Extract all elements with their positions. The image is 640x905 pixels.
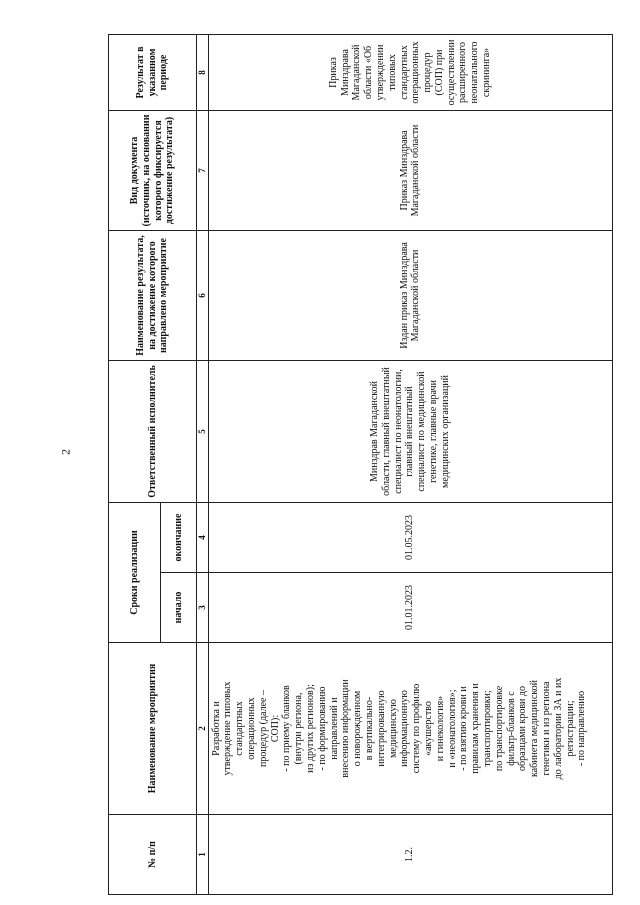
end-date: 01.05.2023 [208, 502, 612, 572]
column-number: 5 [197, 360, 209, 502]
header-event-name: Наименование мероприятия [109, 643, 197, 815]
start-date: 01.01.2023 [208, 573, 612, 643]
header-document-type: Вид документа (источник, на основании которого фиксируется достижение результата) [109, 110, 197, 230]
header-responsible: Ответственный исполнитель [109, 360, 197, 502]
header-row [109, 34, 161, 894]
column-number-row [197, 34, 209, 894]
column-number: 4 [197, 502, 209, 572]
header-number: № п/п [109, 815, 197, 895]
column-number: 3 [197, 573, 209, 643]
column-number: 2 [197, 643, 209, 815]
activities-table [108, 34, 613, 895]
page-number: 2 [58, 449, 73, 455]
column-number: 1 [197, 815, 209, 895]
result-name: Издан приказ Минздрава Магаданской области [208, 230, 612, 360]
table-row [208, 34, 612, 894]
header-dates-group: Сроки реализации [109, 502, 161, 642]
column-number: 7 [197, 110, 209, 230]
column-number: 6 [197, 230, 209, 360]
period-result: Приказ Минздрава Магаданской области «Об утверждении типовых стандартных операционных процедур (СОП) при осуществлении расширенного неонатального скрининга» [208, 34, 612, 110]
header-end: окончание [161, 502, 197, 572]
column-number: 8 [197, 34, 209, 110]
responsible-executor: Минздрав Магаданской области, главный внештатный специалист по неонатологии, главный внештатный специалист по медицинской генетике, главные врачи медицинских организаций [208, 360, 612, 502]
document-sheet [108, 35, 613, 895]
header-result-name: Наименование результата, на достижение которого направлено мероприятие [109, 230, 197, 360]
header-start: начало [161, 573, 197, 643]
event-description: Разработка и утверждение типовых стандартных операционных процедур (далее – СОП): - по приему бланков (внутри региона, из других регионов); - по формированию направлений и внесению информации о новорожденном в вертикально- интегрированную медицинскую информационную систему по профилю «акушерство и гинекология» и «неонатология»; - по взятию крови и правилам хранения и транспортировки; по транспортировке фильтр-бланков с образцами крови до кабинета медицинской генетики и из региона до лаборатории ЗА и их регистрации; - по направлению [208, 643, 612, 815]
header-period-result: Результат в указанном периоде [109, 34, 197, 110]
document-type: Приказ Минздрава Магаданской области [208, 110, 612, 230]
row-number: 1.2. [208, 815, 612, 895]
